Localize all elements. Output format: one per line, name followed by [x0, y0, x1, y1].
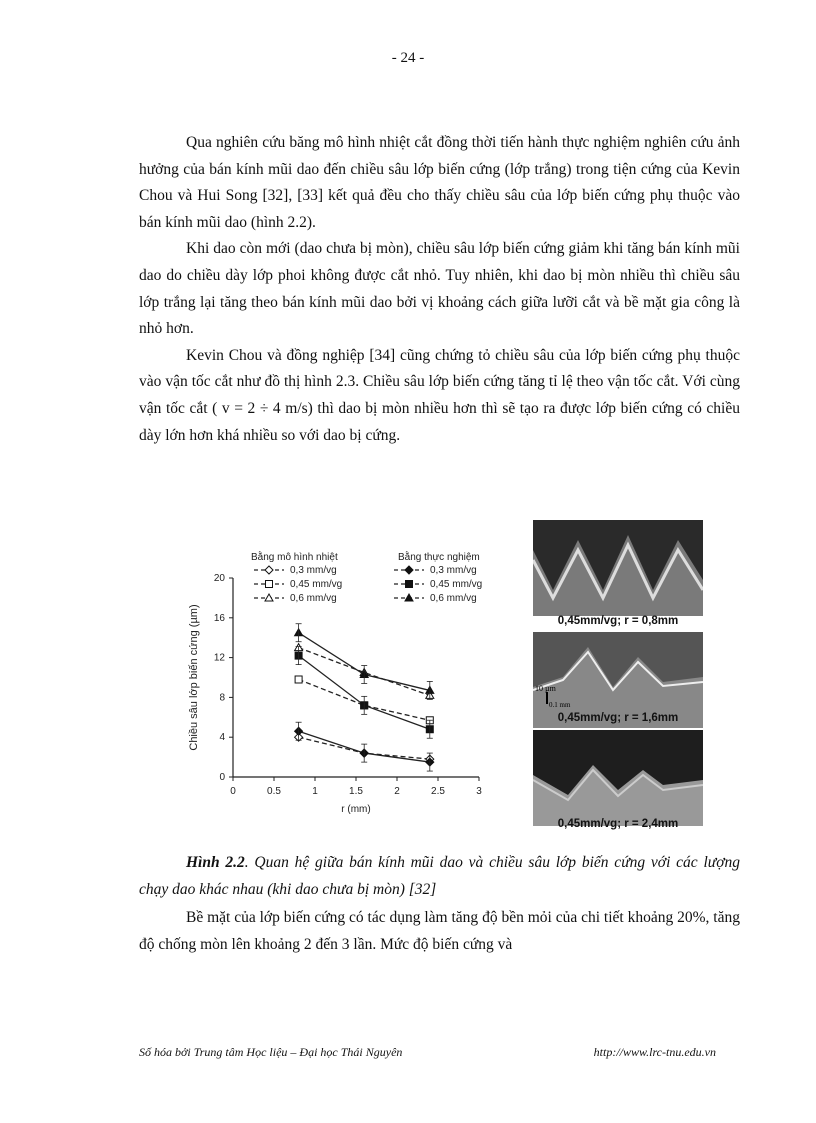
y-tick-label: 0: [219, 772, 225, 783]
photo-label-2: 0,45mm/vg; r = 1,6mm: [557, 712, 679, 724]
y-tick-label: 4: [219, 732, 225, 744]
body-text-top: [139, 130, 740, 449]
y-tick-label: 20: [213, 573, 225, 584]
x-tick-label: 1.5: [349, 786, 363, 797]
x-axis-label: r (mm): [341, 804, 371, 815]
y-axis-label: Chiều sâu lớp biến cứng (µm): [188, 604, 200, 751]
footer-url: http://www.lrc-tnu.edu.vn: [593, 1045, 716, 1059]
x-tick-label: 3: [476, 786, 482, 797]
legend-marker-0: [265, 566, 273, 574]
micrograph-photo-1: [533, 520, 703, 616]
photo-label-3: 0,45mm/vg; r = 2,4mm: [557, 818, 679, 830]
x-tick-label: 1: [312, 786, 318, 797]
footer-source: Số hóa bởi Trung tâm Học liệu – Đại học Thái Nguyên: [139, 1045, 403, 1059]
legend-label-1: 0,45 mm/vg: [290, 579, 343, 590]
legend-label-5: 0,6 mm/vg: [430, 593, 477, 604]
scale-sub-label: 0.1 mm: [549, 701, 571, 709]
figure-chart: [176, 535, 516, 835]
x-tick-label: 0: [230, 786, 236, 797]
body-text-bottom: [139, 905, 740, 958]
legend-marker-1: [266, 581, 273, 588]
paragraph-2: Khi dao còn mới (dao chưa bị mòn), chiều sâu lớp biến cứng giảm khi tăng bán kính mũi dao do chiều dày lớp phoi không được cắt nhỏ. Tuy nhiên, khi dao bị mòn nhiều thì chiều sâu lớp trắng lại tăng theo bán kính mũi dao bởi vị khoảng cách giữa lưỡi cắt và bề mặt gia công là nhỏ hơn.: [139, 240, 740, 338]
chart-svg: [176, 535, 516, 835]
paragraph-4: Bề mặt của lớp biến cứng có tác dụng làm tăng độ bền mỏi của chi tiết khoảng 20%, tăng độ chống mòn lên khoảng 2 đến 3 lần. Mức độ biến cứng và: [139, 909, 740, 953]
legend-marker-3: [405, 566, 413, 574]
y-tick-label: 12: [213, 652, 225, 664]
caption-text: . Quan hệ giữa bán kính mũi dao và chiều sâu lớp biến cứng với các lượng chạy dao khác nhau (khi dao chưa bị mòn) [32]: [139, 854, 740, 898]
x-tick-label: 2.5: [431, 786, 445, 797]
data-point-model-1: [295, 676, 302, 683]
paragraph-1: Qua nghiên cứu băng mô hình nhiệt cắt đồng thời tiến hành thực nghiệm nghiên cứu ảnh hưởng của bán kính mũi dao đến chiều sâu lớp biến cứng (lớp trắng) trong tiện cứng của Kevin Chou và Hui Song [32], [33] kết quả đều cho thấy chiều sâu của lớp biến cứng phụ thuộc vào bán kính mũi dao (hình 2.2).: [139, 134, 740, 231]
x-tick-label: 0.5: [267, 786, 281, 797]
legend-label-2: 0,6 mm/vg: [290, 593, 337, 604]
photo-label-1: 0,45mm/vg; r = 0,8mm: [557, 615, 679, 627]
y-tick-label: 8: [219, 692, 225, 704]
x-tick-label: 2: [394, 786, 400, 797]
page-number: - 24 -: [391, 50, 425, 66]
legend-group-experiment: Bằng thực nghiệm: [398, 552, 480, 563]
paragraph-3: Kevin Chou và đồng nghiệp [34] cũng chứng tỏ chiều sâu của lớp biến cứng phụ thuộc vào vận tốc cắt như đồ thị hình 2.3. Chiều sâu lớp biến cứng tăng tỉ lệ theo vận tốc cắt. Với cùng vận tốc cắt ( v = 2 ÷ 4 m/s) thì dao bị mòn nhiều hơn thì sẽ tạo ra được lớp biến cứng có chiều dày lớn hơn khá nhiều so với dao bị cứng.: [139, 346, 740, 444]
legend-label-4: 0,45 mm/vg: [430, 579, 483, 590]
figure-caption: [139, 850, 740, 903]
legend-label-3: 0,3 mm/vg: [430, 565, 477, 576]
caption-label: Hình 2.2: [186, 854, 245, 871]
legend-marker-4: [406, 581, 413, 588]
scale-label: 10 µm: [535, 684, 556, 693]
legend-label-0: 0,3 mm/vg: [290, 565, 337, 576]
y-tick-label: 16: [213, 612, 225, 624]
legend-group-model: Bằng mô hình nhiệt: [251, 552, 338, 563]
micrograph-photo-3: [533, 730, 703, 826]
